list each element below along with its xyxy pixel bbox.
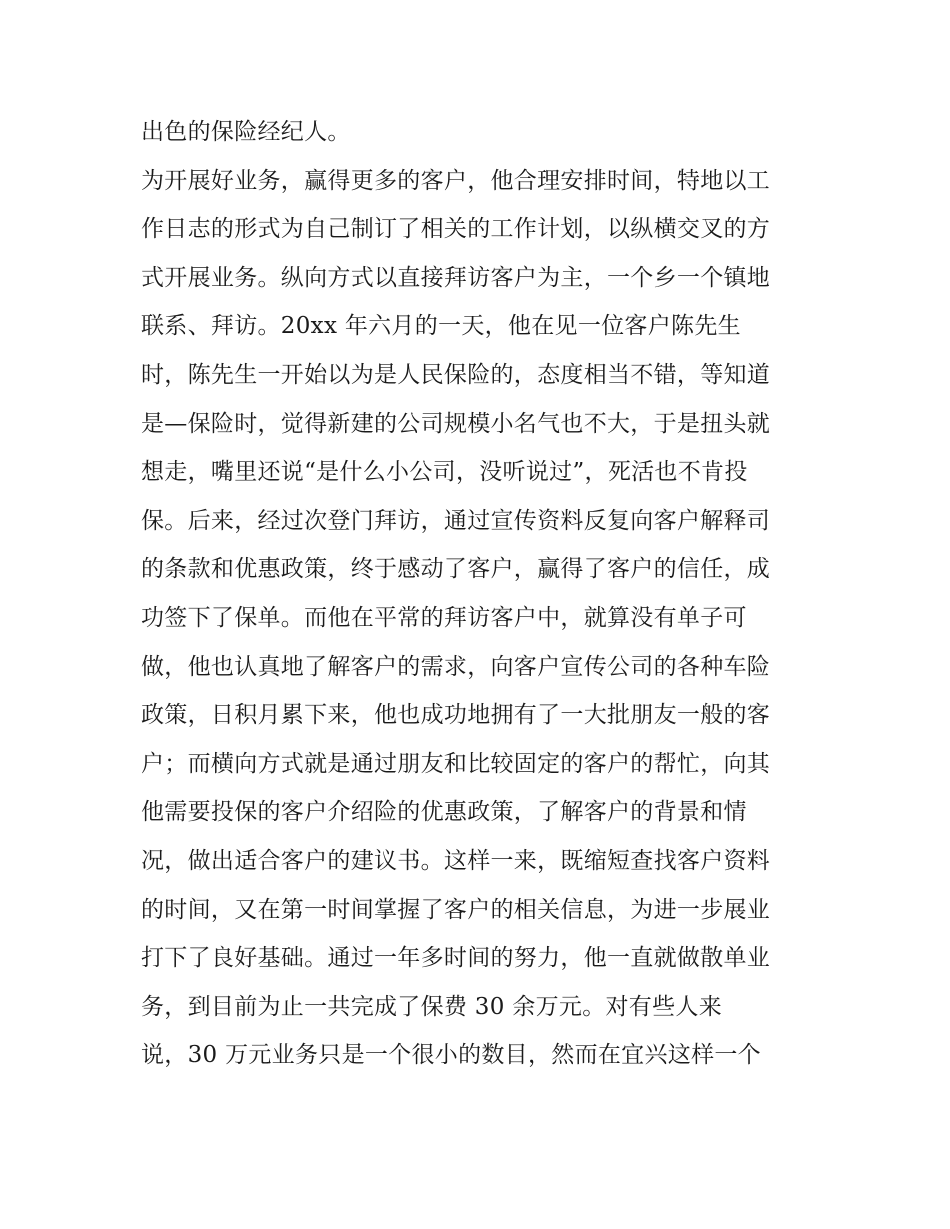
text-line: 政策，日积月累下来，他也成功地拥有了一大批朋友一般的客 [141, 702, 771, 729]
text-line: 联系、拜访。20xx 年六月的一天，他在见一位客户陈先生 [141, 313, 741, 340]
text-line: 的条款和优惠政策，终于感动了客户，赢得了客户的信任，成 [141, 556, 771, 583]
text-line: 想走，嘴里还说“是什么小公司，没听说过”，死活也不肯投 [141, 459, 748, 486]
text-line: 是—保险时，觉得新建的公司规模小名气也不大，于是扭头就 [141, 410, 771, 437]
text-line: 打下了良好基础。通过一年多时间的努力，他一直就做散单业 [141, 945, 771, 972]
text-line: 保。后来，经过次登门拜访，通过宣传资料反复向客户解释司 [141, 507, 771, 534]
text-line: 功签下了保单。而他在平常的拜访客户中，就算没有单子可 [141, 604, 747, 631]
text-line: 式开展业务。纵向方式以直接拜访客户为主，一个乡一个镇地 [141, 264, 771, 291]
text-line: 为开展好业务，赢得更多的客户，他合理安排时间，特地以工 [141, 167, 771, 194]
text-line: 出色的保险经纪人。 [141, 119, 351, 145]
text-line: 时，陈先生一开始以为是人民保险的，态度相当不错，等知道 [141, 361, 771, 388]
text-line: 务，到目前为止一共完成了保费 30 余万元。对有些人来 [141, 993, 722, 1020]
text-line: 户；而横向方式就是通过朋友和比较固定的客户的帮忙，向其 [141, 750, 771, 777]
text-line: 作日志的形式为自己制订了相关的工作计划，以纵横交叉的方 [141, 216, 771, 243]
body-text [141, 108, 821, 1080]
text-line: 他需要投保的客户介绍险的优惠政策，了解客户的背景和情 [141, 799, 747, 826]
text-line: 说，30 万元业务只是一个很小的数目，然而在宜兴这样一个 [141, 1042, 761, 1069]
text-line: 的时间，又在第一时间掌握了客户的相关信息，为进一步展业 [141, 896, 771, 923]
text-line: 做，他也认真地了解客户的需求，向客户宣传公司的各种车险 [141, 653, 771, 680]
text-line: 况，做出适合客户的建议书。这样一来，既缩短查找客户资料 [141, 847, 771, 874]
